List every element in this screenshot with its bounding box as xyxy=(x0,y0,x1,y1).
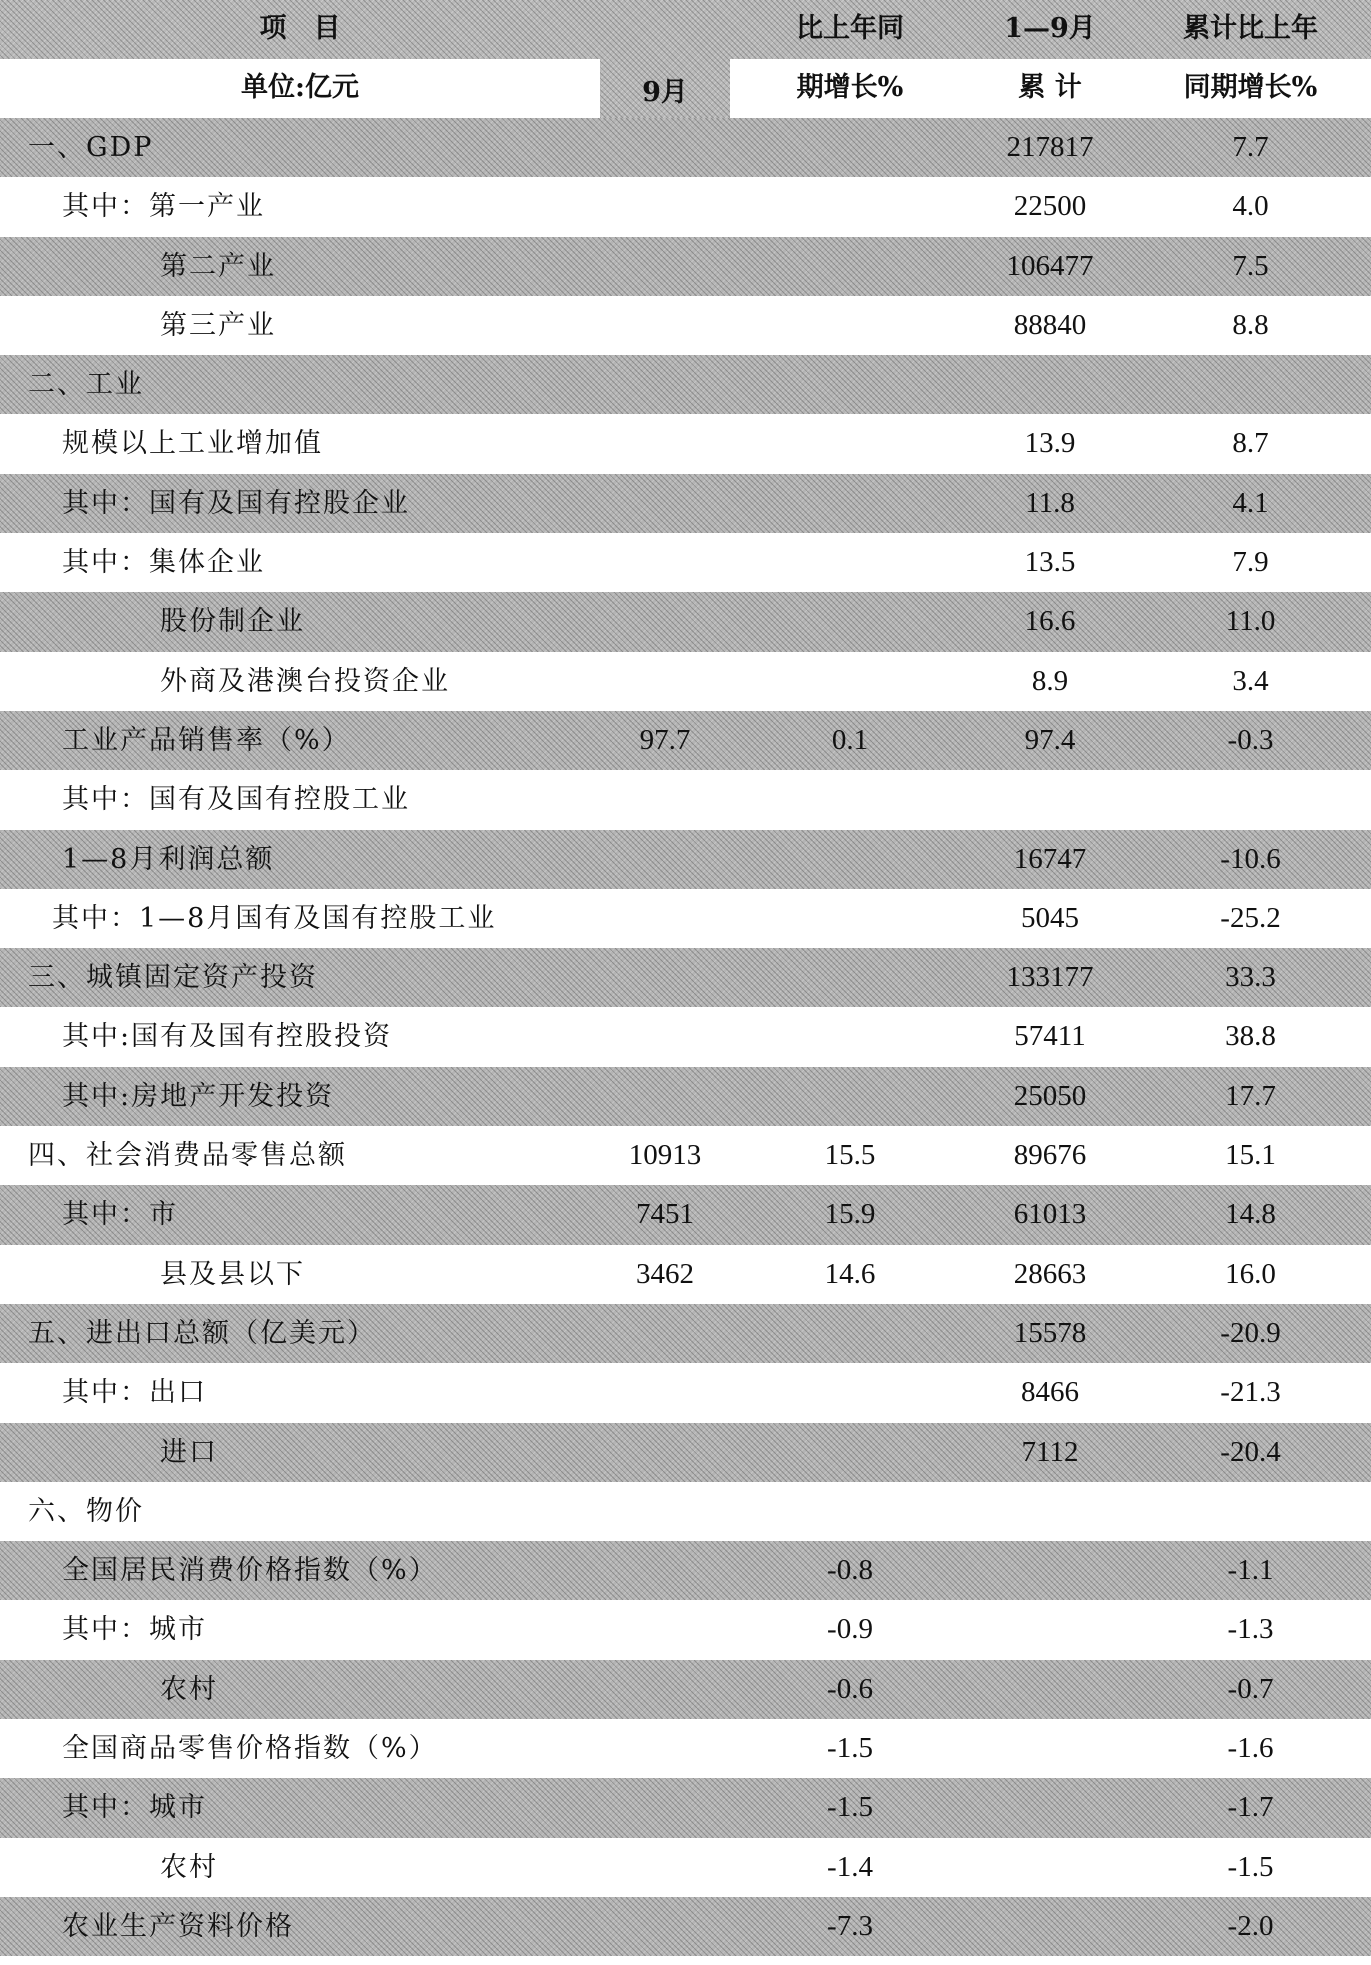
row-cumyoy-value: -21.3 xyxy=(1220,1376,1281,1409)
row-yoy-value: -0.6 xyxy=(827,1672,873,1705)
row-cumyoy-value: 7.7 xyxy=(1232,131,1269,163)
row-cum-value: 8466 xyxy=(1021,1376,1079,1409)
row-cum-value: 13.9 xyxy=(1024,427,1076,460)
table-row xyxy=(0,1838,1371,1897)
row-label: 全国商品零售价格指数（%） xyxy=(62,1733,438,1765)
row-month-value xyxy=(600,1778,730,1837)
table-row xyxy=(0,711,1371,770)
row-month-value xyxy=(600,1363,730,1422)
header-cum-line1: 1—9月 xyxy=(1004,13,1096,44)
row-label: 其中:国有及国有控股投资 xyxy=(62,1021,393,1053)
row-cumyoy-value: 8.7 xyxy=(1232,427,1269,460)
table-row xyxy=(0,1245,1371,1304)
row-label: 一、GDP xyxy=(28,132,154,163)
row-month-value xyxy=(600,592,730,651)
row-label: 其中：集体企业 xyxy=(62,547,265,579)
row-cum-value: 133177 xyxy=(1006,961,1094,994)
row-yoy-value: -0.9 xyxy=(827,1613,873,1646)
row-yoy-value xyxy=(730,355,970,414)
header-cumyoy-line2: 同期增长% xyxy=(1183,72,1318,103)
row-cumyoy-value: -0.7 xyxy=(1227,1672,1274,1705)
row-yoy-value: -0.8 xyxy=(827,1554,873,1587)
row-yoy-value xyxy=(730,1363,970,1422)
row-cumyoy-value: -2.0 xyxy=(1227,1909,1274,1942)
row-yoy-value xyxy=(730,1423,970,1482)
row-cumyoy-value: 4.1 xyxy=(1232,486,1269,519)
row-month-value xyxy=(600,1660,730,1719)
row-cumyoy-value: -20.4 xyxy=(1220,1435,1281,1468)
row-cumyoy-value: 11.0 xyxy=(1225,605,1276,638)
row-label: 全国居民消费价格指数（%） xyxy=(62,1555,438,1587)
table-row xyxy=(0,1007,1371,1066)
header-month-col: 9月 xyxy=(642,77,688,108)
row-month-value: 7451 xyxy=(636,1198,694,1231)
row-label: 农村 xyxy=(160,1851,218,1883)
row-yoy-value xyxy=(730,177,970,236)
table-row xyxy=(0,296,1371,355)
row-yoy-value xyxy=(730,1007,970,1066)
row-cum-value: 8.9 xyxy=(1031,664,1069,697)
table-row xyxy=(0,177,1371,236)
table-row xyxy=(0,1185,1371,1244)
table-row xyxy=(0,474,1371,533)
row-cum-value xyxy=(970,1778,1130,1837)
row-cum-value xyxy=(970,1897,1130,1956)
row-month-value xyxy=(600,770,730,829)
row-yoy-value xyxy=(730,1482,970,1541)
row-cumyoy-value: 38.8 xyxy=(1225,1020,1276,1053)
row-cumyoy-value: 7.5 xyxy=(1232,249,1269,282)
row-month-value xyxy=(600,474,730,533)
row-label: 二、工业 xyxy=(28,369,144,401)
table-row xyxy=(0,414,1371,473)
row-cumyoy-value: -1.3 xyxy=(1227,1613,1274,1646)
row-yoy-value: 14.6 xyxy=(824,1257,876,1290)
row-cumyoy-value: -1.7 xyxy=(1227,1791,1274,1824)
table-row xyxy=(0,592,1371,651)
row-month-value xyxy=(600,652,730,711)
row-month-value xyxy=(600,414,730,473)
table-row xyxy=(0,1482,1371,1541)
table-header xyxy=(0,0,1371,118)
table-row xyxy=(0,355,1371,414)
row-cumyoy-value: -1.5 xyxy=(1227,1850,1274,1883)
row-month-value xyxy=(600,237,730,296)
header-cumyoy-line1: 累计比上年 xyxy=(1183,13,1318,44)
row-cum-value xyxy=(970,1719,1130,1778)
row-yoy-value xyxy=(730,652,970,711)
row-label: 农村 xyxy=(160,1673,218,1705)
row-label: 1—8月利润总额 xyxy=(62,843,275,875)
header-unit-label: 单位:亿元 xyxy=(241,72,359,103)
row-cumyoy-value: 17.7 xyxy=(1225,1079,1276,1112)
row-cum-value xyxy=(970,1600,1130,1659)
row-month-value xyxy=(600,1067,730,1126)
row-cum-value xyxy=(970,1660,1130,1719)
row-cumyoy-value: 16.0 xyxy=(1225,1257,1276,1290)
table-row xyxy=(0,1600,1371,1659)
row-month-value xyxy=(600,889,730,948)
table-row xyxy=(0,652,1371,711)
table-row xyxy=(0,1660,1371,1719)
row-label: 五、进出口总额（亿美元） xyxy=(28,1317,376,1349)
header-item-title: 项 目 xyxy=(259,13,341,44)
row-cum-value: 61013 xyxy=(1013,1198,1087,1231)
row-cum-value: 57411 xyxy=(1014,1020,1086,1053)
row-cum-value: 28663 xyxy=(1013,1257,1087,1290)
row-cum-value xyxy=(970,1838,1130,1897)
row-cumyoy-value: 8.8 xyxy=(1232,308,1269,341)
row-yoy-value: 15.9 xyxy=(824,1198,876,1231)
header-cum-line2: 累 计 xyxy=(1018,72,1082,103)
row-label: 外商及港澳台投资企业 xyxy=(160,665,450,697)
row-cumyoy-value: 3.4 xyxy=(1232,664,1269,697)
row-month-value xyxy=(600,1719,730,1778)
row-cumyoy-value: -10.6 xyxy=(1220,842,1281,875)
row-yoy-value xyxy=(730,948,970,1007)
row-cum-value: 88840 xyxy=(1013,308,1087,341)
row-cum-value: 16.6 xyxy=(1024,605,1076,638)
row-month-value xyxy=(600,1007,730,1066)
row-yoy-value xyxy=(730,1067,970,1126)
row-cumyoy-value: 15.1 xyxy=(1225,1139,1276,1172)
row-yoy-value xyxy=(730,533,970,592)
row-yoy-value xyxy=(730,592,970,651)
row-label: 进口 xyxy=(160,1436,218,1468)
row-label: 其中：第一产业 xyxy=(62,191,265,223)
row-yoy-value xyxy=(730,414,970,473)
row-yoy-value: -7.3 xyxy=(827,1909,873,1942)
row-label: 规模以上工业增加值 xyxy=(62,428,323,460)
table-row xyxy=(0,830,1371,889)
row-cumyoy-value xyxy=(1130,1482,1371,1541)
row-label: 六、物价 xyxy=(28,1495,144,1527)
row-month-value xyxy=(600,1600,730,1659)
row-label: 其中：城市 xyxy=(62,1792,207,1824)
row-yoy-value: -1.4 xyxy=(827,1850,873,1883)
row-month-value xyxy=(600,948,730,1007)
row-month-value xyxy=(600,1304,730,1363)
row-yoy-value xyxy=(730,770,970,829)
row-label: 第三产业 xyxy=(160,309,276,341)
row-month-value xyxy=(600,1897,730,1956)
table-row xyxy=(0,1304,1371,1363)
table-row xyxy=(0,1778,1371,1837)
row-cum-value: 89676 xyxy=(1013,1139,1087,1172)
row-label: 三、城镇固定资产投资 xyxy=(28,962,318,994)
row-cum-value: 217817 xyxy=(1006,131,1094,163)
row-cum-value xyxy=(970,770,1130,829)
row-cumyoy-value xyxy=(1130,770,1371,829)
table-row xyxy=(0,948,1371,1007)
table-row xyxy=(0,1541,1371,1600)
row-cumyoy-value xyxy=(1130,355,1371,414)
row-month-value: 3462 xyxy=(636,1257,694,1290)
table-row xyxy=(0,237,1371,296)
row-label: 其中：城市 xyxy=(62,1614,207,1646)
row-label: 其中：市 xyxy=(62,1199,178,1231)
row-yoy-value: -1.5 xyxy=(827,1791,873,1824)
row-cumyoy-value: -0.3 xyxy=(1227,723,1274,756)
row-cumyoy-value: 7.9 xyxy=(1232,546,1269,579)
row-label: 农业生产资料价格 xyxy=(62,1910,294,1942)
row-yoy-value: 0.1 xyxy=(831,723,869,756)
row-cumyoy-value: 14.8 xyxy=(1225,1198,1276,1231)
header-yoy-line1: 比上年同 xyxy=(796,13,904,44)
table-row xyxy=(0,533,1371,592)
row-cumyoy-value: -20.9 xyxy=(1220,1316,1281,1349)
row-month-value xyxy=(600,355,730,414)
row-month-value xyxy=(600,1482,730,1541)
row-yoy-value xyxy=(730,889,970,948)
row-cum-value: 25050 xyxy=(1013,1079,1087,1112)
row-cum-value xyxy=(970,1482,1130,1541)
table-row xyxy=(0,889,1371,948)
row-month-value xyxy=(600,1541,730,1600)
row-cumyoy-value: -1.1 xyxy=(1227,1554,1274,1587)
header-yoy-line2: 期增长% xyxy=(796,72,904,103)
row-yoy-value: 15.5 xyxy=(824,1139,876,1172)
row-cumyoy-value: 4.0 xyxy=(1232,190,1269,223)
row-cumyoy-value: 33.3 xyxy=(1225,961,1276,994)
row-label: 其中：国有及国有控股工业 xyxy=(62,784,410,816)
table-body xyxy=(0,118,1371,1956)
row-cumyoy-value: -25.2 xyxy=(1220,901,1281,934)
table-row xyxy=(0,1719,1371,1778)
row-cum-value: 106477 xyxy=(1006,249,1094,282)
row-label: 其中：出口 xyxy=(62,1377,207,1409)
row-label: 第二产业 xyxy=(160,250,276,282)
row-cum-value: 7112 xyxy=(1021,1435,1079,1468)
row-label: 其中：国有及国有控股企业 xyxy=(62,487,410,519)
table-row xyxy=(0,1126,1371,1185)
row-cumyoy-value: -1.6 xyxy=(1227,1732,1274,1765)
row-cum-value: 22500 xyxy=(1013,190,1087,223)
row-month-value xyxy=(600,177,730,236)
table-row xyxy=(0,1897,1371,1956)
row-month-value xyxy=(600,533,730,592)
row-yoy-value xyxy=(730,237,970,296)
table-row xyxy=(0,1363,1371,1422)
row-yoy-value xyxy=(730,296,970,355)
row-label: 其中：1—8月国有及国有控股工业 xyxy=(52,902,497,934)
row-cum-value: 15578 xyxy=(1013,1316,1087,1349)
table-row xyxy=(0,1423,1371,1482)
row-cum-value: 13.5 xyxy=(1024,546,1076,579)
row-yoy-value: -1.5 xyxy=(827,1732,873,1765)
table-row xyxy=(0,118,1371,177)
row-month-value xyxy=(600,1838,730,1897)
row-label: 股份制企业 xyxy=(160,606,305,638)
row-month-value xyxy=(600,118,730,177)
row-yoy-value xyxy=(730,474,970,533)
row-cum-value: 97.4 xyxy=(1024,723,1076,756)
row-yoy-value xyxy=(730,830,970,889)
row-month-value xyxy=(600,1423,730,1482)
row-label: 四、社会消费品零售总额 xyxy=(28,1140,347,1172)
row-month-value xyxy=(600,830,730,889)
row-cum-value: 16747 xyxy=(1013,842,1087,875)
row-label: 县及县以下 xyxy=(160,1258,305,1290)
row-label: 其中:房地产开发投资 xyxy=(62,1080,335,1112)
row-cum-value xyxy=(970,1541,1130,1600)
row-month-value xyxy=(600,296,730,355)
row-cum-value xyxy=(970,355,1130,414)
row-month-value: 97.7 xyxy=(639,723,691,756)
row-yoy-value xyxy=(730,118,970,177)
row-cum-value: 11.8 xyxy=(1025,486,1075,519)
row-label: 工业产品销售率（%） xyxy=(62,724,351,756)
table-row xyxy=(0,1067,1371,1126)
row-month-value: 10913 xyxy=(628,1139,702,1172)
table-row xyxy=(0,770,1371,829)
row-yoy-value xyxy=(730,1304,970,1363)
row-cum-value: 5045 xyxy=(1021,901,1079,934)
